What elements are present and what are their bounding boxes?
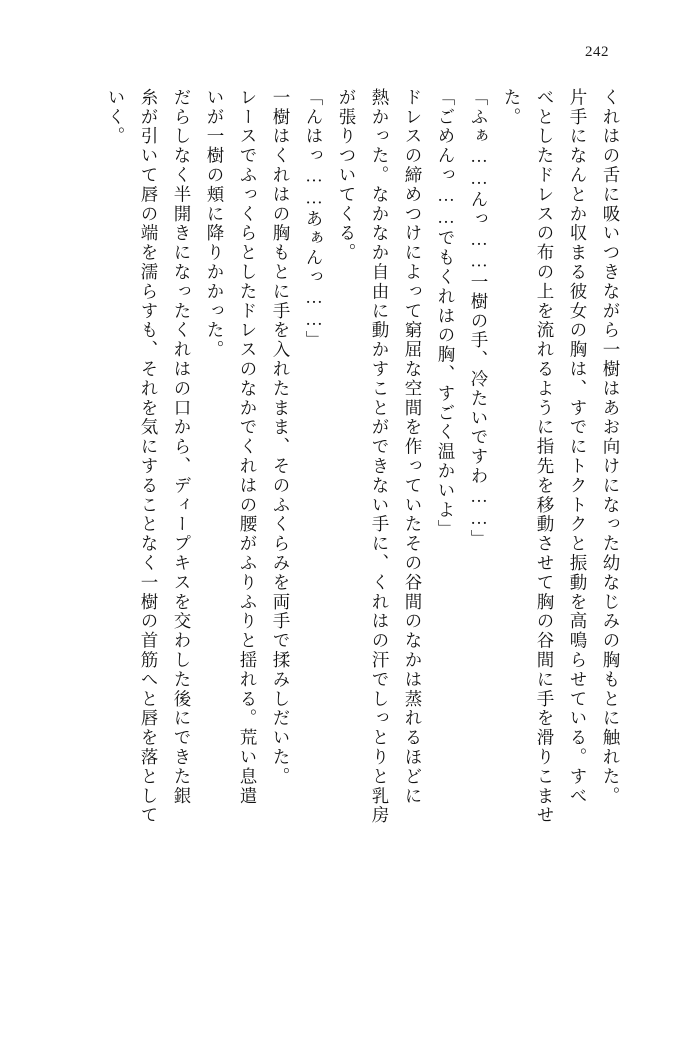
- text-column: だらしなく半開きになったくれはの口から、ディープキスを交わした後にできた銀: [172, 88, 192, 806]
- text-column: が張りついてくる。: [337, 88, 357, 263]
- text-column: いが一樹の頬に降りかかった。: [205, 88, 225, 360]
- text-column: 「んはっ……あぁんっ……」: [304, 88, 324, 351]
- text-column: いく。: [106, 88, 126, 147]
- text-column: た。: [502, 88, 522, 127]
- vertical-body-text: [60, 88, 619, 968]
- text-column: 片手になんとか収まる彼女の胸は、すでにトクトクと振動を高鳴らせている。すべ: [568, 88, 588, 806]
- text-column: くれはの舌に吸いつきながら一樹はあお向けになった幼なじみの胸もとに触れた。: [601, 88, 621, 806]
- text-column: ドレスの締めつけによって窮屈な空間を作っていたその谷間のなかは蒸れるほどに: [403, 88, 423, 806]
- text-column: 熱かった。なかなか自由に動かすことができない手に、くれはの汗でしっとりと乳房: [370, 88, 390, 826]
- text-column: 一樹はくれはの胸もとに手を入れたまま、そのふくらみを両手で揉みしだいた。: [271, 88, 291, 787]
- text-column: べとしたドレスの布の上を流れるように指先を移動させて胸の谷間に手を滑りこませ: [535, 88, 555, 826]
- page-number: 242: [585, 44, 609, 60]
- text-column: 「ふぁ……んっ……一樹の手、冷たいですわ……」: [469, 88, 489, 550]
- text-column: 糸が引いて唇の端を濡らすも、それを気にすることなく一樹の首筋へと唇を落として: [139, 88, 159, 826]
- text-column: 「ごめんっ……でもくれはの胸、すごく温かいよ」: [436, 88, 456, 540]
- text-column: レースでふっくらとしたドレスのなかでくれはの腰がふりふりと揺れる。荒い息遣: [238, 88, 258, 806]
